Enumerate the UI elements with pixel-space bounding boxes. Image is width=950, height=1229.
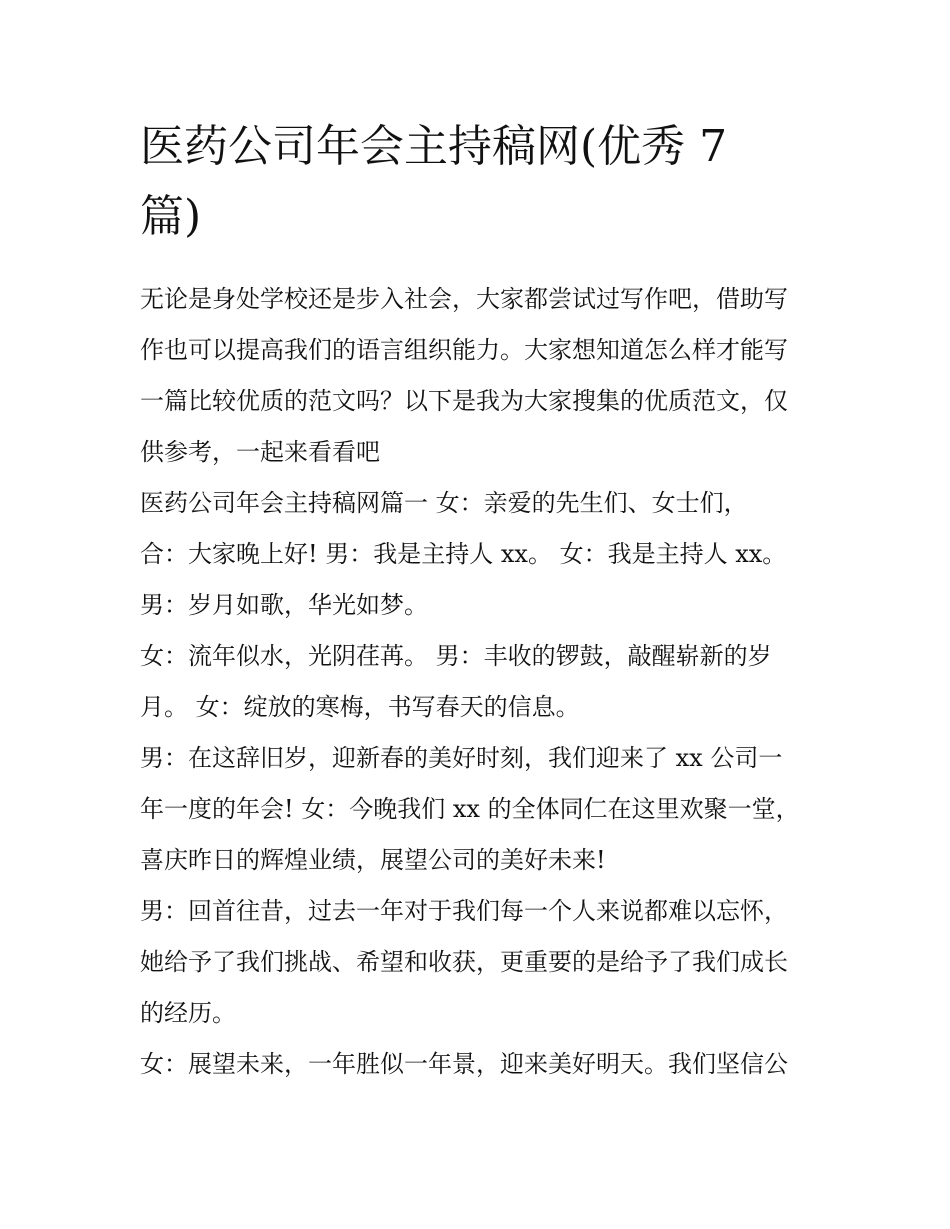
text-line: 作也可以提高我们的语言组织能力。大家想知道怎么样才能写 <box>140 336 788 364</box>
paragraph-section-heading <box>140 478 820 529</box>
text-line: 的经历。 <box>140 999 236 1027</box>
text-line: 供参考，一起来看看吧 <box>140 438 380 466</box>
paragraph-female-2 <box>140 1039 820 1090</box>
paragraph-intro <box>140 274 820 478</box>
text-line: 男：岁月如歌，华光如梦。 <box>140 591 428 619</box>
text-line: 男：在这辞旧岁，迎新春的美好时刻，我们迎来了 xx 公司一 <box>140 744 783 772</box>
document-title <box>140 112 820 252</box>
title-line-2: 篇) <box>140 191 202 242</box>
text-line: 合：大家晚上好! 男：我是主持人 xx。 女：我是主持人 xx。 <box>140 540 787 568</box>
text-line: 她给予了我们挑战、希望和收获，更重要的是给予了我们成长 <box>140 948 788 976</box>
paragraph-male-1 <box>140 580 820 631</box>
paragraph-male-3 <box>140 886 820 1039</box>
text-line: 无论是身处学校还是步入社会，大家都尝试过写作吧，借助写 <box>140 285 788 313</box>
paragraph-male-2 <box>140 733 820 886</box>
document-content <box>140 112 820 1090</box>
paragraph-greeting <box>140 529 820 580</box>
title-line-1: 医药公司年会主持稿网(优秀 7 <box>140 121 728 172</box>
text-line: 女：流年似水，光阴荏苒。 男：丰收的锣鼓，敲醒崭新的岁 <box>140 642 772 670</box>
document-body <box>140 274 820 1090</box>
text-line: 月。 女：绽放的寒梅，书写春天的信息。 <box>140 693 580 721</box>
text-line: 男：回首往昔，过去一年对于我们每一个人来说都难以忘怀， <box>140 897 788 925</box>
text-line: 喜庆昨日的辉煌业绩，展望公司的美好未来! <box>140 846 606 874</box>
text-line: 一篇比较优质的范文吗？以下是我为大家搜集的优质范文，仅 <box>140 387 788 415</box>
paragraph-female-1 <box>140 631 820 733</box>
text-line: 医药公司年会主持稿网篇一 女：亲爱的先生们、女士们， <box>140 489 748 517</box>
text-line: 女：展望未来，一年胜似一年景，迎来美好明天。我们坚信公 <box>140 1050 788 1078</box>
text-line: 年一度的年会! 女：今晚我们 xx 的全体同仁在这里欢聚一堂， <box>140 795 800 823</box>
